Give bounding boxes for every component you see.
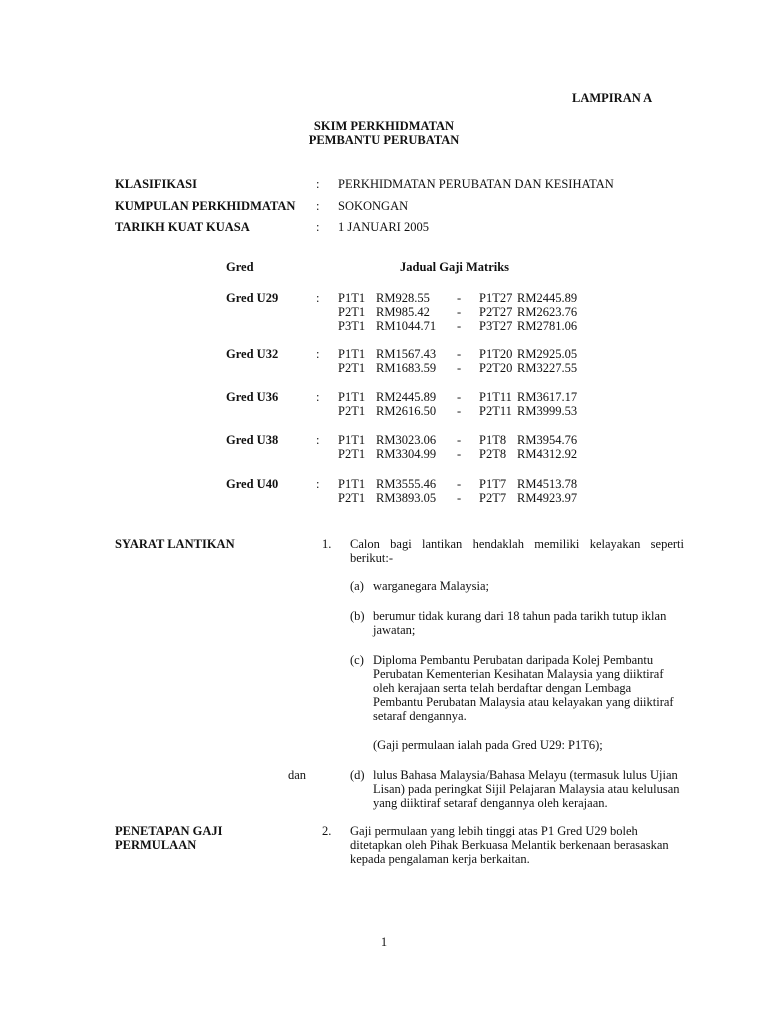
- salary-end-amount: RM4312.92: [517, 447, 578, 461]
- starting-salary-heading-line2: PERMULAAN: [115, 838, 197, 852]
- starting-salary-text: Gaji permulaan yang lebih tinggi atas P1 Gred U29 boleh ditetapkan oleh Pihak Berkuasa Melantik berkenaan berasaskan kepada pengalaman kerja berkaitan.: [350, 824, 669, 866]
- salary-start-amount: RM1044.71: [376, 319, 437, 333]
- salary-range-dash: -: [457, 404, 462, 418]
- salary-range-dash: -: [457, 347, 462, 361]
- salary-end-code: P2T20: [479, 361, 513, 375]
- item-a-label: (a): [350, 579, 364, 593]
- salary-range-dash: -: [457, 291, 462, 305]
- grade-label: Gred U36: [226, 390, 279, 404]
- document-title-line2: PEMBANTU PERUBATAN: [308, 133, 460, 147]
- classification-separator: :: [316, 177, 320, 191]
- salary-start-code: P1T1: [338, 390, 366, 404]
- grade-label: Gred U29: [226, 291, 279, 305]
- effective-date-separator: :: [316, 220, 320, 234]
- salary-start-amount: RM2616.50: [376, 404, 437, 418]
- item-a-text: warganegara Malaysia;: [373, 579, 490, 593]
- salary-range-dash: -: [457, 447, 462, 461]
- page-number: 1: [380, 935, 388, 949]
- salary-start-amount: RM985.42: [376, 305, 430, 319]
- salary-start-amount: RM2445.89: [376, 390, 437, 404]
- classification-label: KLASIFIKASI: [115, 177, 197, 191]
- salary-range-dash: -: [457, 433, 462, 447]
- salary-start-amount: RM1683.59: [376, 361, 437, 375]
- salary-start-code: P3T1: [338, 319, 366, 333]
- salary-end-code: P2T27: [479, 305, 513, 319]
- annex-label: LAMPIRAN A: [572, 91, 653, 105]
- salary-end-amount: RM3954.76: [517, 433, 578, 447]
- salary-end-code: P1T8: [479, 433, 507, 447]
- salary-start-code: P2T1: [338, 305, 366, 319]
- effective-date-label: TARIKH KUAT KUASA: [115, 220, 250, 234]
- grade-label: Gred U40: [226, 477, 279, 491]
- service-group-value: SOKONGAN: [338, 199, 409, 213]
- item-c-text: Diploma Pembantu Perubatan daripada Kolej Pembantu Perubatan Kementerian Kesihatan Malaysia yang diiktiraf oleh kerajaan serta telah berdaftar dengan Lembaga Pembantu Perubatan Malaysia atau kelayakan yang diiktiraf setaraf dengannya.: [373, 653, 674, 723]
- item-c-label: (c): [350, 653, 364, 667]
- salary-end-code: P2T11: [479, 404, 512, 418]
- grade-separator: :: [316, 347, 320, 361]
- clause-number-1: 1.: [322, 537, 332, 551]
- effective-date-value: 1 JANUARI 2005: [338, 220, 429, 234]
- salary-end-amount: RM4923.97: [517, 491, 578, 505]
- grade-separator: :: [316, 390, 320, 404]
- salary-start-code: P2T1: [338, 491, 366, 505]
- item-b-label: (b): [350, 609, 365, 623]
- appointment-heading: SYARAT LANTIKAN: [115, 537, 235, 551]
- salary-start-amount: RM1567.43: [376, 347, 437, 361]
- salary-range-dash: -: [457, 319, 462, 333]
- grade-separator: :: [316, 477, 320, 491]
- starting-salary-heading-line1: PENETAPAN GAJI: [115, 824, 223, 838]
- salary-range-dash: -: [457, 491, 462, 505]
- salary-end-amount: RM3617.17: [517, 390, 578, 404]
- salary-start-amount: RM3304.99: [376, 447, 437, 461]
- starting-salary-note: (Gaji permulaan ialah pada Gred U29: P1T6);: [373, 738, 603, 752]
- salary-end-code: P2T8: [479, 447, 507, 461]
- clause-number-2: 2.: [322, 824, 332, 838]
- salary-end-code: P3T27: [479, 319, 513, 333]
- item-b-text: berumur tidak kurang dari 18 tahun pada tarikh tutup iklan jawatan;: [373, 609, 667, 637]
- salary-start-code: P2T1: [338, 361, 366, 375]
- salary-matrix-column-header: Jadual Gaji Matriks: [400, 260, 510, 274]
- salary-start-code: P1T1: [338, 477, 366, 491]
- salary-start-code: P1T1: [338, 433, 366, 447]
- item-d-label: (d): [350, 768, 365, 782]
- grade-label: Gred U32: [226, 347, 279, 361]
- salary-end-amount: RM2445.89: [517, 291, 578, 305]
- salary-end-amount: RM2623.76: [517, 305, 578, 319]
- salary-end-code: P1T11: [479, 390, 512, 404]
- item-d-text: lulus Bahasa Malaysia/Bahasa Melayu (termasuk lulus Ujian Lisan) pada peringkat Sijil Pelajaran Malaysia atau kelulusan yang diiktiraf setaraf dengannya oleh kerajaan.: [373, 768, 680, 810]
- appointment-intro: Calon bagi lantikan hendaklah memiliki kelayakan seperti berikut:-: [350, 537, 684, 565]
- salary-end-amount: RM2781.06: [517, 319, 578, 333]
- salary-range-dash: -: [457, 361, 462, 375]
- salary-end-code: P2T7: [479, 491, 507, 505]
- salary-start-amount: RM3023.06: [376, 433, 437, 447]
- salary-end-code: P1T20: [479, 347, 513, 361]
- salary-range-dash: -: [457, 477, 462, 491]
- salary-start-amount: RM3555.46: [376, 477, 437, 491]
- document-title-line1: SKIM PERKHIDMATAN: [313, 119, 455, 133]
- salary-start-amount: RM928.55: [376, 291, 430, 305]
- salary-start-code: P1T1: [338, 347, 366, 361]
- salary-start-code: P2T1: [338, 447, 366, 461]
- grade-label: Gred U38: [226, 433, 279, 447]
- grade-separator: :: [316, 433, 320, 447]
- salary-end-code: P1T7: [479, 477, 507, 491]
- salary-start-code: P1T1: [338, 291, 366, 305]
- service-group-separator: :: [316, 199, 320, 213]
- salary-start-amount: RM3893.05: [376, 491, 437, 505]
- salary-start-code: P2T1: [338, 404, 366, 418]
- service-group-label: KUMPULAN PERKHIDMATAN: [115, 199, 296, 213]
- salary-range-dash: -: [457, 390, 462, 404]
- grade-separator: :: [316, 291, 320, 305]
- salary-end-amount: RM2925.05: [517, 347, 578, 361]
- classification-value: PERKHIDMATAN PERUBATAN DAN KESIHATAN: [338, 177, 614, 191]
- conjunction-dan: dan: [288, 768, 307, 782]
- salary-range-dash: -: [457, 305, 462, 319]
- salary-end-amount: RM3999.53: [517, 404, 578, 418]
- salary-end-amount: RM3227.55: [517, 361, 578, 375]
- salary-end-code: P1T27: [479, 291, 513, 305]
- grade-column-header: Gred: [226, 260, 254, 274]
- salary-end-amount: RM4513.78: [517, 477, 578, 491]
